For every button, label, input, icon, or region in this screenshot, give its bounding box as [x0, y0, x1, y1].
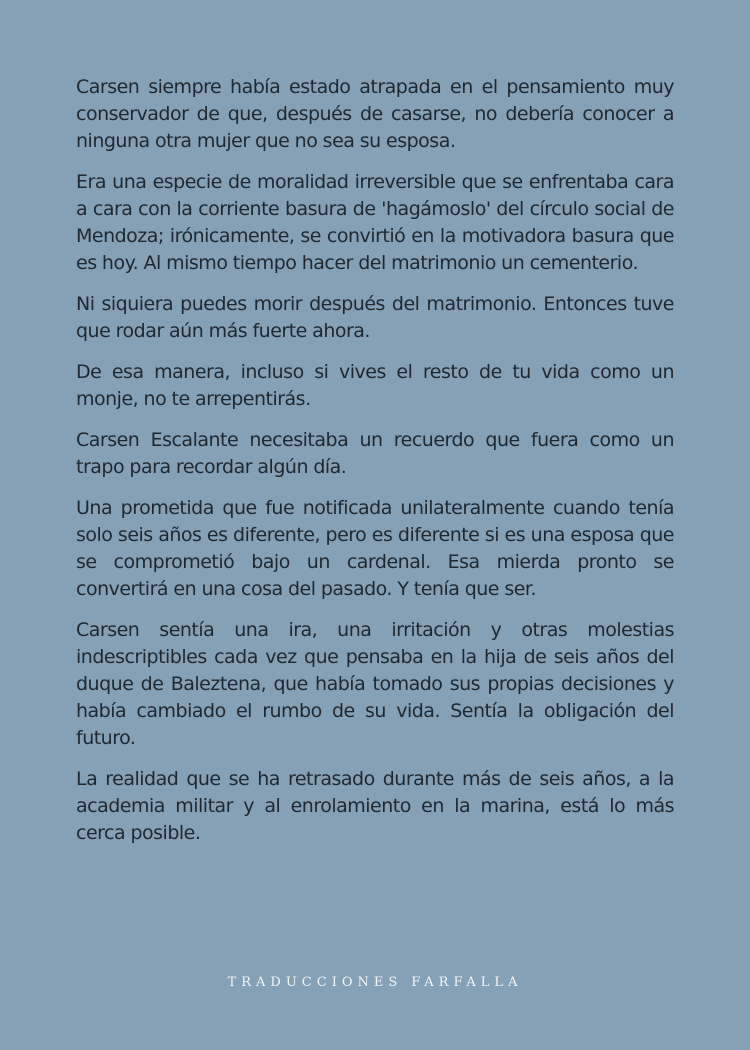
paragraph-1: Carsen siempre había estado atrapada en el pensamiento muy conservador de que, después de casarse, no debería conocer a ninguna otra mujer que no sea su esposa. [76, 76, 674, 152]
paragraph-6: Una prometida que fue notificada unilateralmente cuando tenía solo seis años es diferente, pero es diferente si es una esposa que se comprometió bajo un cardenal. Esa mierda pronto se convertirá en una cosa del pasado. Y tenía que ser. [76, 497, 674, 600]
paragraph-3: Ni siquiera puedes morir después del matrimonio. Entonces tuve que rodar aún más fuerte ahora. [76, 293, 674, 342]
paragraph-8: La realidad que se ha retrasado durante más de seis años, a la academia militar y al enrolamiento en la marina, está lo más cerca posible. [76, 768, 674, 844]
paragraph-5: Carsen Escalante necesitaba un recuerdo que fuera como un trapo para recordar algún día. [76, 429, 674, 478]
paragraph-2: Era una especie de moralidad irreversible que se enfrentaba cara a cara con la corriente basura de 'hagámoslo' del círculo social de Mendoza; irónicamente, se convirtió en la motivadora basura que es hoy. Al mismo tiempo hacer del matrimonio un cementerio. [76, 171, 674, 274]
paragraph-7: Carsen sentía una ira, una irritación y otras molestias indescriptibles cada vez que pensaba en la hija de seis años del duque de Baleztena, que había tomado sus propias decisiones y había cambiado el rumbo de su vida. Sentía la obligación del futuro. [76, 619, 674, 749]
document-body [76, 74, 674, 861]
paragraph-4: De esa manera, incluso si vives el resto de tu vida como un monje, no te arrepentirás. [76, 361, 674, 410]
footer-credit: TRADUCCIONES FARFALLA [227, 975, 523, 990]
